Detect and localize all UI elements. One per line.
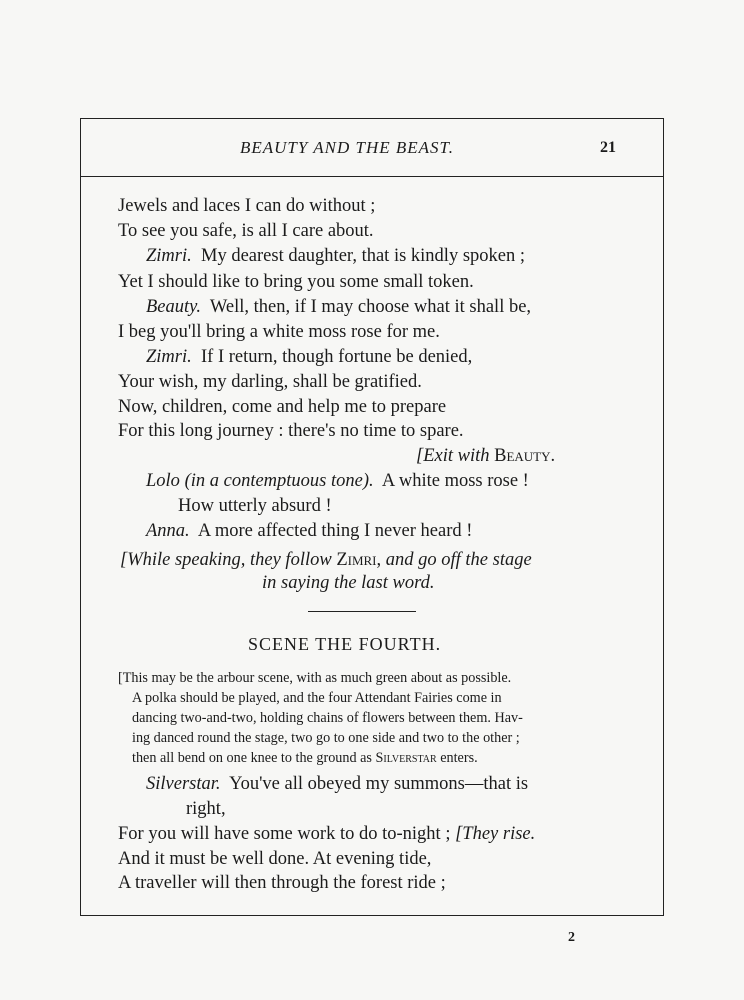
verse-line bbox=[146, 521, 472, 542]
verse-line bbox=[118, 824, 535, 845]
verse-line: To see you safe, is all I care about. bbox=[118, 221, 374, 241]
direction-text: and go off the stage bbox=[385, 550, 532, 570]
verse-line bbox=[146, 246, 525, 267]
verse-line bbox=[146, 774, 528, 795]
speaker-name: Anna. bbox=[146, 521, 190, 541]
signature-mark: 2 bbox=[568, 930, 575, 945]
header-rule bbox=[80, 176, 664, 177]
verse-line: I beg you'll bring a white moss rose for me. bbox=[118, 322, 440, 342]
speech-text: For you will have some work to do to-night ; bbox=[118, 824, 451, 844]
speech-text: My dearest daughter, that is kindly spoken ; bbox=[201, 246, 525, 266]
speech-text: A more affected thing I never heard ! bbox=[197, 521, 473, 541]
scene-title: SCENE THE FOURTH. bbox=[248, 634, 442, 654]
verse-line: And it must be well done. At evening tide, bbox=[118, 849, 432, 869]
verse-line: How utterly absurd ! bbox=[178, 496, 332, 516]
verse-line: right, bbox=[186, 799, 226, 819]
verse-line bbox=[146, 347, 472, 368]
verse-line: A traveller will then through the forest ride ; bbox=[118, 873, 446, 893]
speaker-name: Beauty. bbox=[146, 297, 201, 317]
speaker-name: Zimri. bbox=[146, 347, 192, 367]
speech-text: A white moss rose ! bbox=[381, 471, 529, 491]
character-name: Zimri, bbox=[336, 550, 382, 570]
top-rule bbox=[80, 118, 664, 119]
running-head: BEAUTY AND THE BEAST. bbox=[240, 138, 454, 157]
speech-text: Well, then, if I may choose what it shall be, bbox=[209, 297, 532, 317]
scene-direction-line bbox=[132, 750, 478, 767]
verse-line: Yet I should like to bring you some small token. bbox=[118, 272, 474, 292]
stage-direction bbox=[120, 550, 532, 571]
verse-line bbox=[146, 297, 531, 318]
direction-text: [While speaking, they follow bbox=[120, 550, 332, 570]
speech-text: You've all obeyed my summons—that is bbox=[229, 774, 529, 794]
character-name: Beauty. bbox=[494, 446, 556, 466]
direction-text: enters. bbox=[440, 750, 478, 766]
stage-direction-exit bbox=[416, 446, 555, 467]
direction-text: [Exit with bbox=[416, 446, 490, 466]
bottom-rule bbox=[80, 915, 664, 916]
speech-text: If I return, though fortune be denied, bbox=[201, 347, 473, 367]
scene-direction-line: A polka should be played, and the four Attendant Fairies come in bbox=[132, 690, 502, 706]
character-name: Silverstar bbox=[375, 750, 437, 766]
page-number: 21 bbox=[600, 139, 616, 156]
scene-direction-line: dancing two-and-two, holding chains of flowers between them. Hav- bbox=[132, 710, 523, 726]
scene-direction-line: [This may be the arbour scene, with as much green about as possible. bbox=[118, 670, 512, 686]
aside-direction: (in a contemptuous tone). bbox=[184, 471, 374, 491]
section-divider bbox=[308, 611, 416, 612]
speaker-name: Silverstar. bbox=[146, 774, 221, 794]
verse-line: For this long journey : there's no time to spare. bbox=[118, 421, 464, 441]
speaker-name: Lolo bbox=[146, 471, 180, 491]
scene-direction-line: ing danced round the stage, two go to one side and two to the other ; bbox=[132, 730, 520, 746]
stage-direction-inline: [They rise. bbox=[455, 824, 536, 844]
direction-text: then all bend on one knee to the ground as bbox=[132, 750, 372, 766]
stage-direction: in saying the last word. bbox=[262, 573, 435, 593]
verse-line: Your wish, my darling, shall be gratified. bbox=[118, 372, 422, 392]
verse-line: Now, children, come and help me to prepare bbox=[118, 397, 447, 417]
verse-line bbox=[146, 471, 529, 492]
verse-line: Jewels and laces I can do without ; bbox=[118, 196, 376, 216]
speaker-name: Zimri. bbox=[146, 246, 192, 266]
